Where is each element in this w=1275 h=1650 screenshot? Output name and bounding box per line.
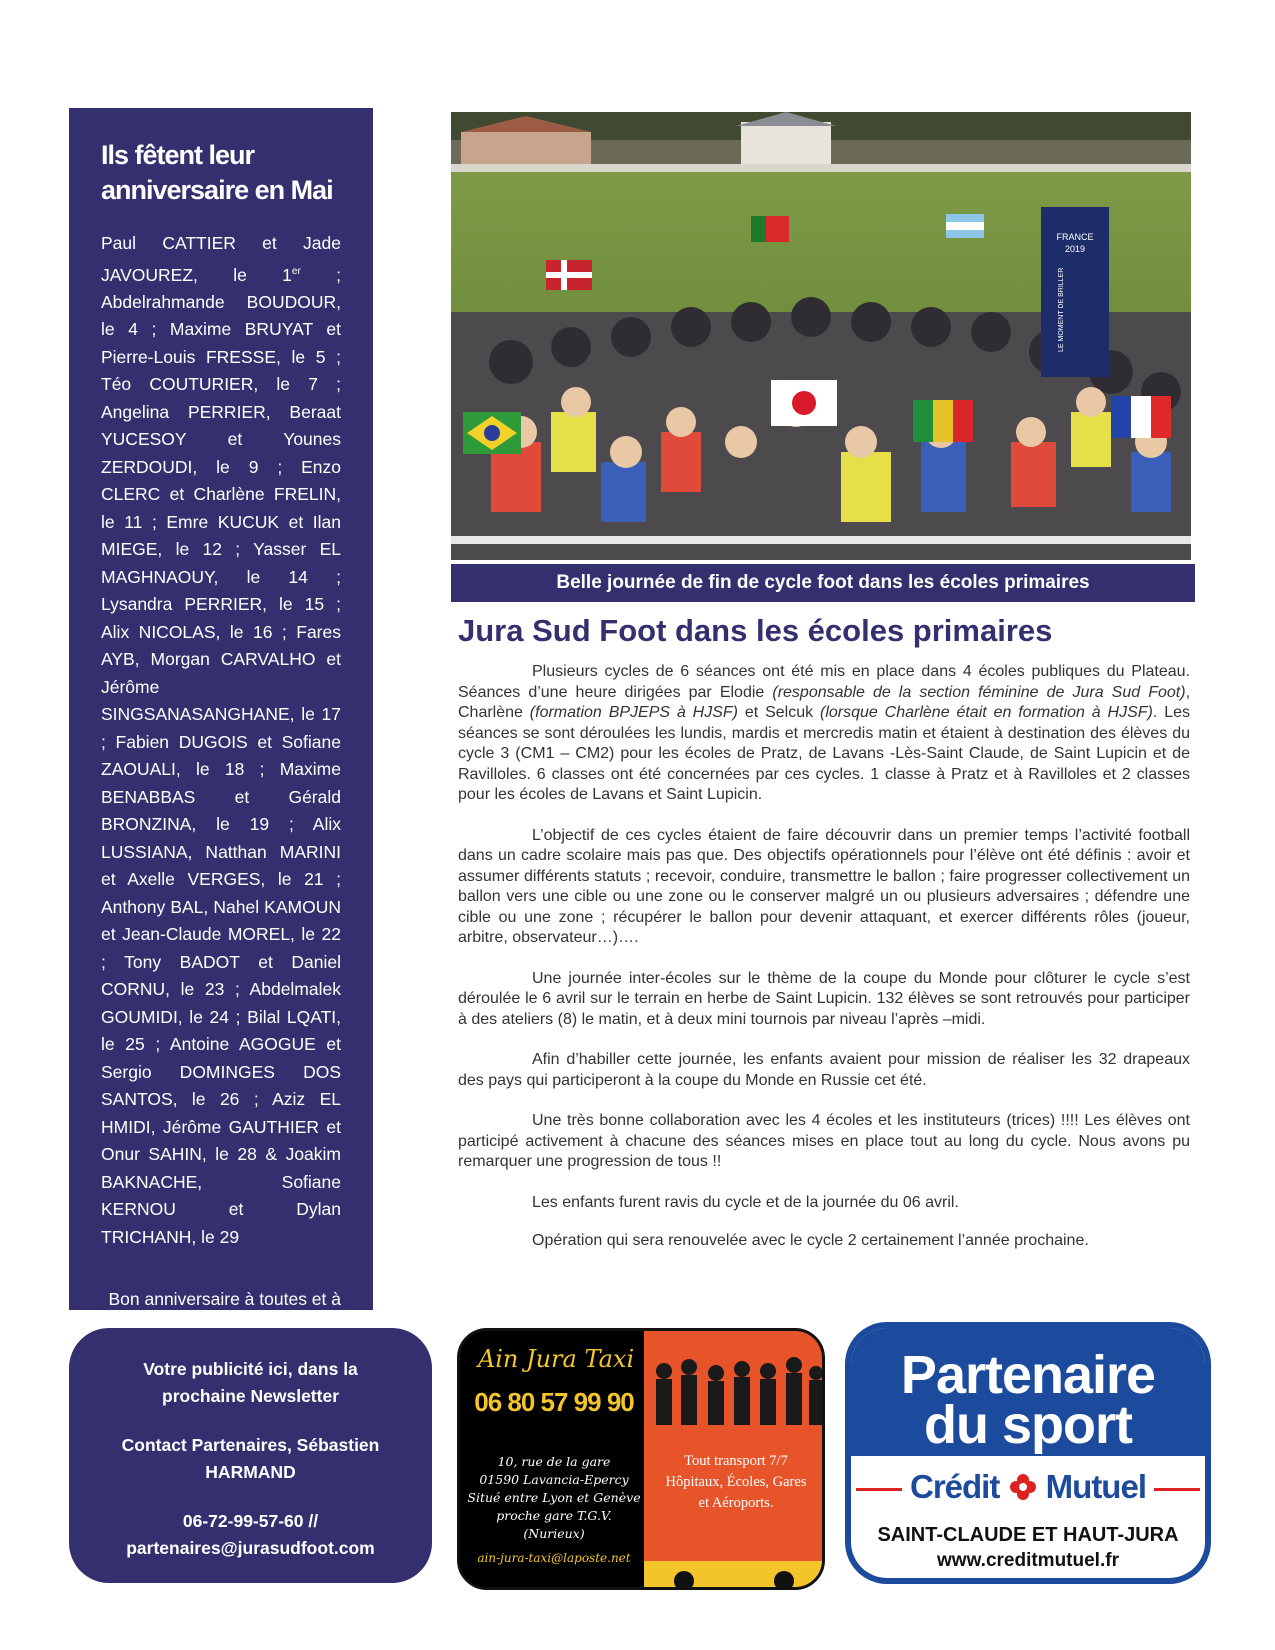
ad-phone-email: 06-72-99-57-60 // partenaires@jurasudfoot.com bbox=[126, 1511, 375, 1558]
partner-sport-banner: Partenaire du sport bbox=[851, 1328, 1205, 1456]
birthday-title: Ils fêtent leur anniversaire en Mai bbox=[101, 140, 333, 205]
group-photo-illustration bbox=[451, 112, 1191, 560]
article-title: Jura Sud Foot dans les écoles primaires bbox=[458, 613, 1053, 648]
taxi-address: 10, rue de la gare 01590 Lavancia-Epercy Situé entre Lyon et Genève proche gare T.G.V. (Nurieux) bbox=[467, 1454, 641, 1541]
ad-offer: Votre publicité ici, dans la prochaine Newsletter bbox=[143, 1359, 358, 1406]
taxi-email[interactable]: ain-jura-taxi@laposte.net bbox=[477, 1551, 631, 1565]
article-paragraph-2: L’objectif de ces cycles étaient de faire découvrir dans un premier temps l’activité football dans un cadre scolaire mais pas que. Des objectifs opérationnels pour l’élève ont été définis : avoir et assumer différents statuts ; recevoir, conduire, transmettre le ballon ; faire progresser collectivement un ballon vers une cible ou une zone ou le conserver malgré un ou plusieurs adversaires ; défendre une cible ou une zone ; récupérer le ballon pour devenir attaquant, et exercer différents rôles (joueur, arbitre, observateur…)…. bbox=[458, 826, 1190, 946]
taxi-services: Tout transport 7/7 Hôpitaux, Écoles, Gares et Aéroports. bbox=[665, 1453, 807, 1511]
credit-mutuel-ad bbox=[845, 1322, 1211, 1584]
credit-mutuel-logo: Crédit Mutuel bbox=[851, 1468, 1205, 1506]
article bbox=[458, 612, 1190, 1270]
partners-email-link[interactable]: partenaires@jurasudfoot.com bbox=[126, 1538, 375, 1558]
article-paragraph-1: Plusieurs cycles de 6 séances ont été mis en place dans 4 écoles publiques du Plateau. Séances d’une heure dirigées par Elodie (responsable de la section féminine de Jura Sud Foot), Charlène (formation BPJEPS à HJSF) et Selcuk (lorsque Charlène était en formation à HJSF). Les séances se sont déroulées les lundis, mardis et mercredis matin et étaient à destination des élèves du cycle 3 (CM1 – CM2) pour les écoles de Pratz, de Lavans -Lès-Saint Claude, de Saint Lupicin et de Ravilloles. 6 classes ont été concernées par ces cycles. 1 classe à Pratz et à Ravilloles et 2 classes pour les écoles de Lavans et Saint Lupicin. bbox=[458, 663, 1191, 803]
birthday-names: Paul CATTIER et Jade JAVOUREZ, le 1er ; Abdelrahmande BOUDOUR, le 4 ; Maxime BRUYAT et Pierre-Louis FRESSE, le 5 ; Téo COUTURIER, le 7 ; Angelina PERRIER, Beraat YUCESOY et Younes ZERDOUDI, le 9 ; Enzo CLERC et Charlène FRELIN, le 11 ; Emre KUCUK et Ilan MIEGE, le 12 ; Yasser EL MAGHNAOUY, le 14 ; Lysandra PERRIER, le 15 ; Alix NICOLAS, le 16 ; Fares AYB, Morgan CARVALHO et Jérôme SINGSANASANGHANE, le 17 ; Fabien DUGOIS et Sofiane ZAOUALI, le 18 ; Maxime BENABBAS et Gérald BRONZINA, le 19 ; Alix LUSSIANA, Natthan MARINI et Axelle VERGES, le 21 ; Anthony BAL, Nahel KAMOUN et Jean-Claude MOREL, le 22 ; Tony BADOT et Daniel CORNU, le 23 ; Abdelmalek GOUMIDI, le 24 ; Bilal LQATI, le 25 ; Antoine AGOGUE et Sergio DOMINGES DOS SANTOS, le 26 ; Aziz EL HMIDI, Jérôme GAUTHIER et Onur SAHIN, le 28 & Joakim BAKNACHE, Sofiane KERNOU et Dylan TRICHANH, le 29 bbox=[101, 233, 341, 1247]
article-paragraph-6: Les enfants furent ravis du cycle et de la journée du 06 avril. bbox=[532, 1193, 959, 1211]
banner-text-1: FRANCE bbox=[1056, 232, 1094, 242]
taxi-brand: Ain Jura Taxi bbox=[477, 1345, 635, 1373]
article-paragraph-3: Une journée inter-écoles sur le thème de la coupe du Monde pour clôturer le cycle s’est déroulée le 6 avril sur le terrain en herbe de Saint Lupicin. 132 élèves se sont retrouvés pour participer à des ateliers (8) le matin, et à deux mini tournois par niveau l’après –midi. bbox=[458, 969, 1190, 1028]
taxi-phone: 06 80 57 99 90 bbox=[474, 1387, 634, 1417]
taxi-ad bbox=[457, 1328, 825, 1590]
birthday-wish: Bon anniversaire à toutes et à bbox=[108, 1289, 341, 1310]
credit-mutuel-url[interactable]: www.creditmutuel.fr bbox=[937, 1550, 1119, 1571]
birthday-panel bbox=[69, 108, 373, 1310]
advertising-contact-box bbox=[69, 1328, 432, 1583]
article-paragraph-4: Afin d’habiller cette journée, les enfants avaient pour mission de réaliser les 32 drapeaux des pays qui participeront à la coupe du Monde en Russie cet été. bbox=[458, 1051, 1190, 1089]
credit-mutuel-city: SAINT-CLAUDE ET HAUT-JURA bbox=[877, 1524, 1179, 1546]
photo-caption: Belle journée de fin de cycle foot dans les écoles primaires bbox=[451, 564, 1195, 602]
credit-mutuel-emblem-icon bbox=[1008, 1472, 1038, 1502]
banner-side-text: LE MOMENT DE BRILLER bbox=[1058, 267, 1065, 352]
ad-contact: Contact Partenaires, Sébastien HARMAND bbox=[121, 1435, 380, 1482]
banner-text-2: 2019 bbox=[1064, 244, 1086, 254]
article-paragraph-7: Opération qui sera renouvelée avec le cycle 2 certainement l’année prochaine. bbox=[532, 1232, 1089, 1249]
school-group-photo bbox=[451, 112, 1191, 560]
article-paragraph-5: Une très bonne collaboration avec les 4 écoles et les instituteurs (trices) !!!! Les élèves ont participé activement à chacune des séances mises en place tout au long du cycle. Nous avons pu remarquer une progression de tous !! bbox=[458, 1112, 1190, 1170]
